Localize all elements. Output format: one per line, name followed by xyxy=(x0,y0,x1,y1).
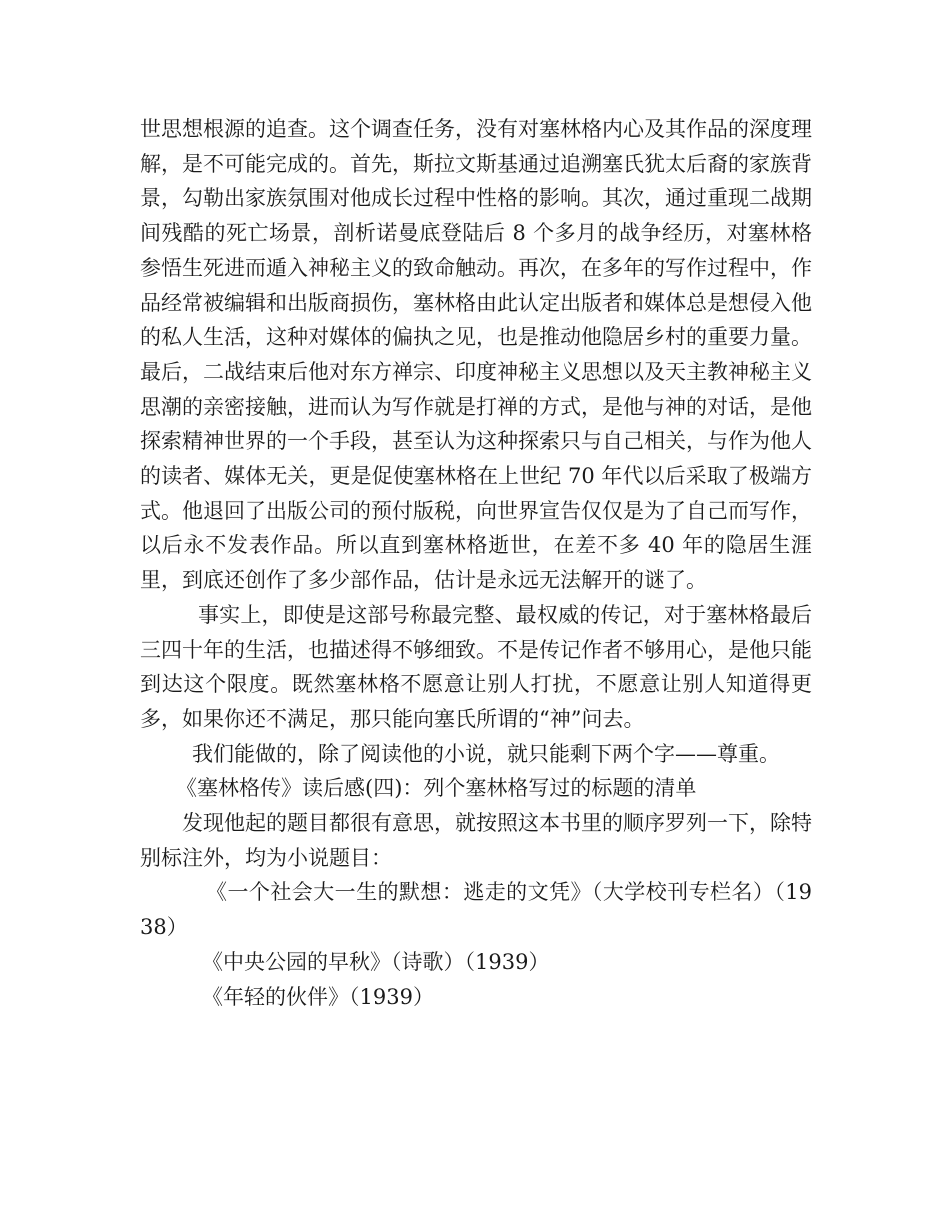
list-item-title-3: 《年轻的伙伴》（1939） xyxy=(202,984,434,1009)
list-item-title-2: 《中央公园的早秋》（诗歌）（1939） xyxy=(202,949,550,974)
paragraph-body-3: 我们能做的，除了阅读他的小说，就只能剩下两个字——尊重。 xyxy=(192,741,780,766)
list-item-title-1: 《一个社会大一生的默想：逃走的文凭》（大学校刊专栏名）（1938） xyxy=(140,880,812,940)
document-page xyxy=(140,112,812,1014)
paragraph-body-1: 世思想根源的追查。这个调查任务，没有对塞林格内心及其作品的深度理解，是不可能完成的。首先，斯拉文斯基通过追溯塞氏犹太后裔的家族背景，勾勒出家族氛围对他成长过程中性格的影响。其次，通过重现二战期间残酷的死亡场景，剖析诺曼底登陆后 8 个多月的战争经历，对塞林格参悟生死进而遁入神秘主义的致命触动。再次，在多年的写作过程中，作品经常被编辑和出版商损伤，塞林格由此认定出版者和媒体总是想侵入他的私人生活，这种对媒体的偏执之见，也是推动他隐居乡村的重要力量。最后，二战结束后他对东方禅宗、印度神秘主义思想以及天主教神秘主义思潮的亲密接触，进而认为写作就是打禅的方式，是他与神的对话，是他探索精神世界的一个手段，甚至认为这种探索只与自己相关，与作为他人的读者、媒体无关，更是促使塞林格在上世纪 70 年代以后采取了极端方式。他退回了出版公司的预付版税，向世界宣告仅仅是为了自己而写作，以后永不发表作品。所以直到塞林格逝世，在差不多 40 年的隐居生涯里，到底还创作了多少部作品，估计是永远无法解开的谜了。 xyxy=(140,117,812,593)
paragraph-body-4: 发现他起的题目都很有意思，就按照这本书里的顺序罗列一下，除特别标注外，均为小说题目： xyxy=(140,811,812,870)
paragraph-body-2: 事实上，即使是这部号称最完整、最权威的传记，对于塞林格最后三四十年的生活，也描述得不够细致。不是传记作者不够用心，是他只能到达这个限度。既然塞林格不愿意让别人打扰，不愿意让别人知道得更多，如果你还不满足，那只能向塞氏所谓的“神”问去。 xyxy=(140,602,812,731)
section-heading: 《塞林格传》读后感(四)：列个塞林格写过的标题的清单 xyxy=(176,776,697,801)
